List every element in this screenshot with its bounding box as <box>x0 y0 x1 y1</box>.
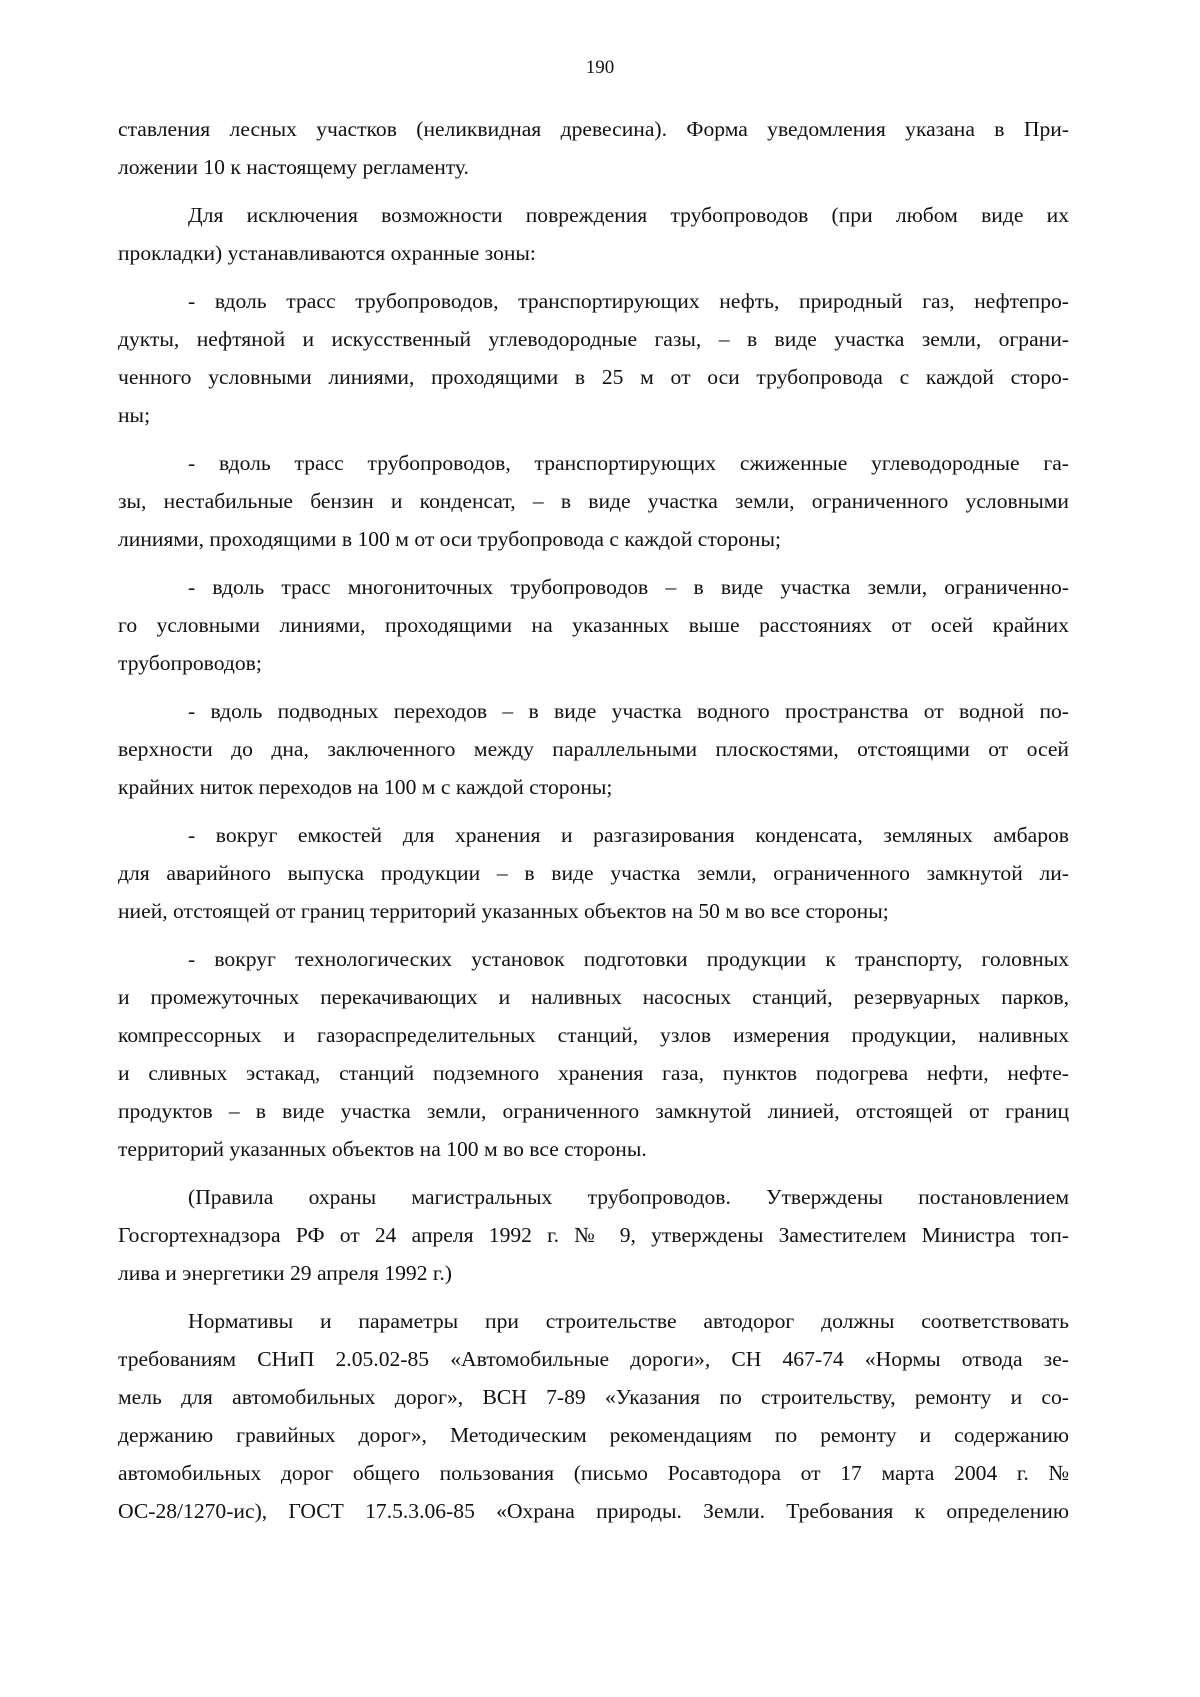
text-line: для аварийного выпуска продукции – в виде участка земли, ограниченного замкнутой ли- <box>118 861 1069 885</box>
text-line: - вдоль трасс трубопроводов, транспортирующих сжиженные углеводородные га- <box>188 451 1069 475</box>
text-line: держанию гравийных дорог», Методическим рекомендациям по ремонту и содержанию <box>118 1423 1069 1447</box>
text-line: крайних ниток переходов на 100 м с каждой стороны; <box>118 775 613 799</box>
text-line: - вдоль трасс многониточных трубопроводов – в виде участка земли, ограниченно- <box>188 575 1069 599</box>
text-line: ны; <box>118 403 151 427</box>
text-line: автомобильных дорог общего пользования (письмо Росавтодора от 17 марта 2004 г. № <box>118 1461 1069 1485</box>
text-line: территорий указанных объектов на 100 м во все стороны. <box>118 1137 647 1161</box>
text-line: дукты, нефтяной и искусственный углеводородные газы, – в виде участка земли, ограни- <box>118 327 1069 351</box>
text-line: Госгортехнадзора РФ от 24 апреля 1992 г. № 9, утверждены Заместителем Министра топ- <box>118 1223 1069 1247</box>
paragraph <box>118 196 1069 272</box>
text-line: - вокруг технологических установок подготовки продукции к транспорту, головных <box>188 947 1069 971</box>
text-line: прокладки) устанавливаются охранные зоны: <box>118 241 536 265</box>
paragraph <box>118 1302 1069 1530</box>
text-line: верхности до дна, заключенного между параллельными плоскостями, отстоящими от осей <box>118 737 1069 761</box>
paragraph <box>118 940 1069 1168</box>
paragraph <box>118 282 1069 434</box>
text-line: - вдоль трасс трубопроводов, транспортирующих нефть, природный газ, нефтепро- <box>188 289 1069 313</box>
text-line: продуктов – в виде участка земли, ограниченного замкнутой линией, отстоящей от границ <box>118 1099 1069 1123</box>
document-body <box>118 110 1069 1530</box>
text-line: го условными линиями, проходящими на указанных выше расстояниях от осей крайних <box>118 613 1069 637</box>
text-line: и промежуточных перекачивающих и наливных насосных станций, резервуарных парков, <box>118 985 1069 1009</box>
text-line: ченного условными линиями, проходящими в 25 м от оси трубопровода с каждой сторо- <box>118 365 1069 389</box>
text-line: - вдоль подводных переходов – в виде участка водного пространства от водной по- <box>188 699 1069 723</box>
text-line: (Правила охраны магистральных трубопроводов. Утверждены постановлением <box>188 1185 1069 1209</box>
paragraph <box>118 568 1069 682</box>
text-line: трубопроводов; <box>118 651 262 675</box>
text-line: лива и энергетики 29 апреля 1992 г.) <box>118 1261 452 1285</box>
text-line: Для исключения возможности повреждения трубопроводов (при любом виде их <box>188 203 1069 227</box>
text-line: и сливных эстакад, станций подземного хранения газа, пунктов подогрева нефти, нефте- <box>118 1061 1069 1085</box>
text-line: зы, нестабильные бензин и конденсат, – в виде участка земли, ограниченного условными <box>118 489 1069 513</box>
text-line: ОС-28/1270-ис), ГОСТ 17.5.3.06-85 «Охрана природы. Земли. Требования к определению <box>118 1499 1069 1523</box>
paragraph <box>118 444 1069 558</box>
paragraph <box>118 1178 1069 1292</box>
page-number: 190 <box>585 57 615 78</box>
text-line: Нормативы и параметры при строительстве автодорог должны соответствовать <box>188 1309 1069 1333</box>
text-line: требованиям СНиП 2.05.02-85 «Автомобильные дороги», СН 467-74 «Нормы отвода зе- <box>118 1347 1069 1371</box>
text-line: мель для автомобильных дорог», ВСН 7-89 «Указания по строительству, ремонту и со- <box>118 1385 1069 1409</box>
text-line: ставления лесных участков (неликвидная древесина). Форма уведомления указана в При- <box>118 117 1069 141</box>
text-line: нией, отстоящей от границ территорий указанных объектов на 50 м во все стороны; <box>118 899 889 923</box>
text-line: компрессорных и газораспределительных станций, узлов измерения продукции, наливных <box>118 1023 1069 1047</box>
paragraph <box>118 692 1069 806</box>
text-line: ложении 10 к настоящему регламенту. <box>118 155 469 179</box>
paragraph <box>118 816 1069 930</box>
text-line: - вокруг емкостей для хранения и разгазирования конденсата, земляных амбаров <box>188 823 1069 847</box>
text-line: линиями, проходящими в 100 м от оси трубопровода с каждой стороны; <box>118 527 781 551</box>
paragraph <box>118 110 1069 186</box>
